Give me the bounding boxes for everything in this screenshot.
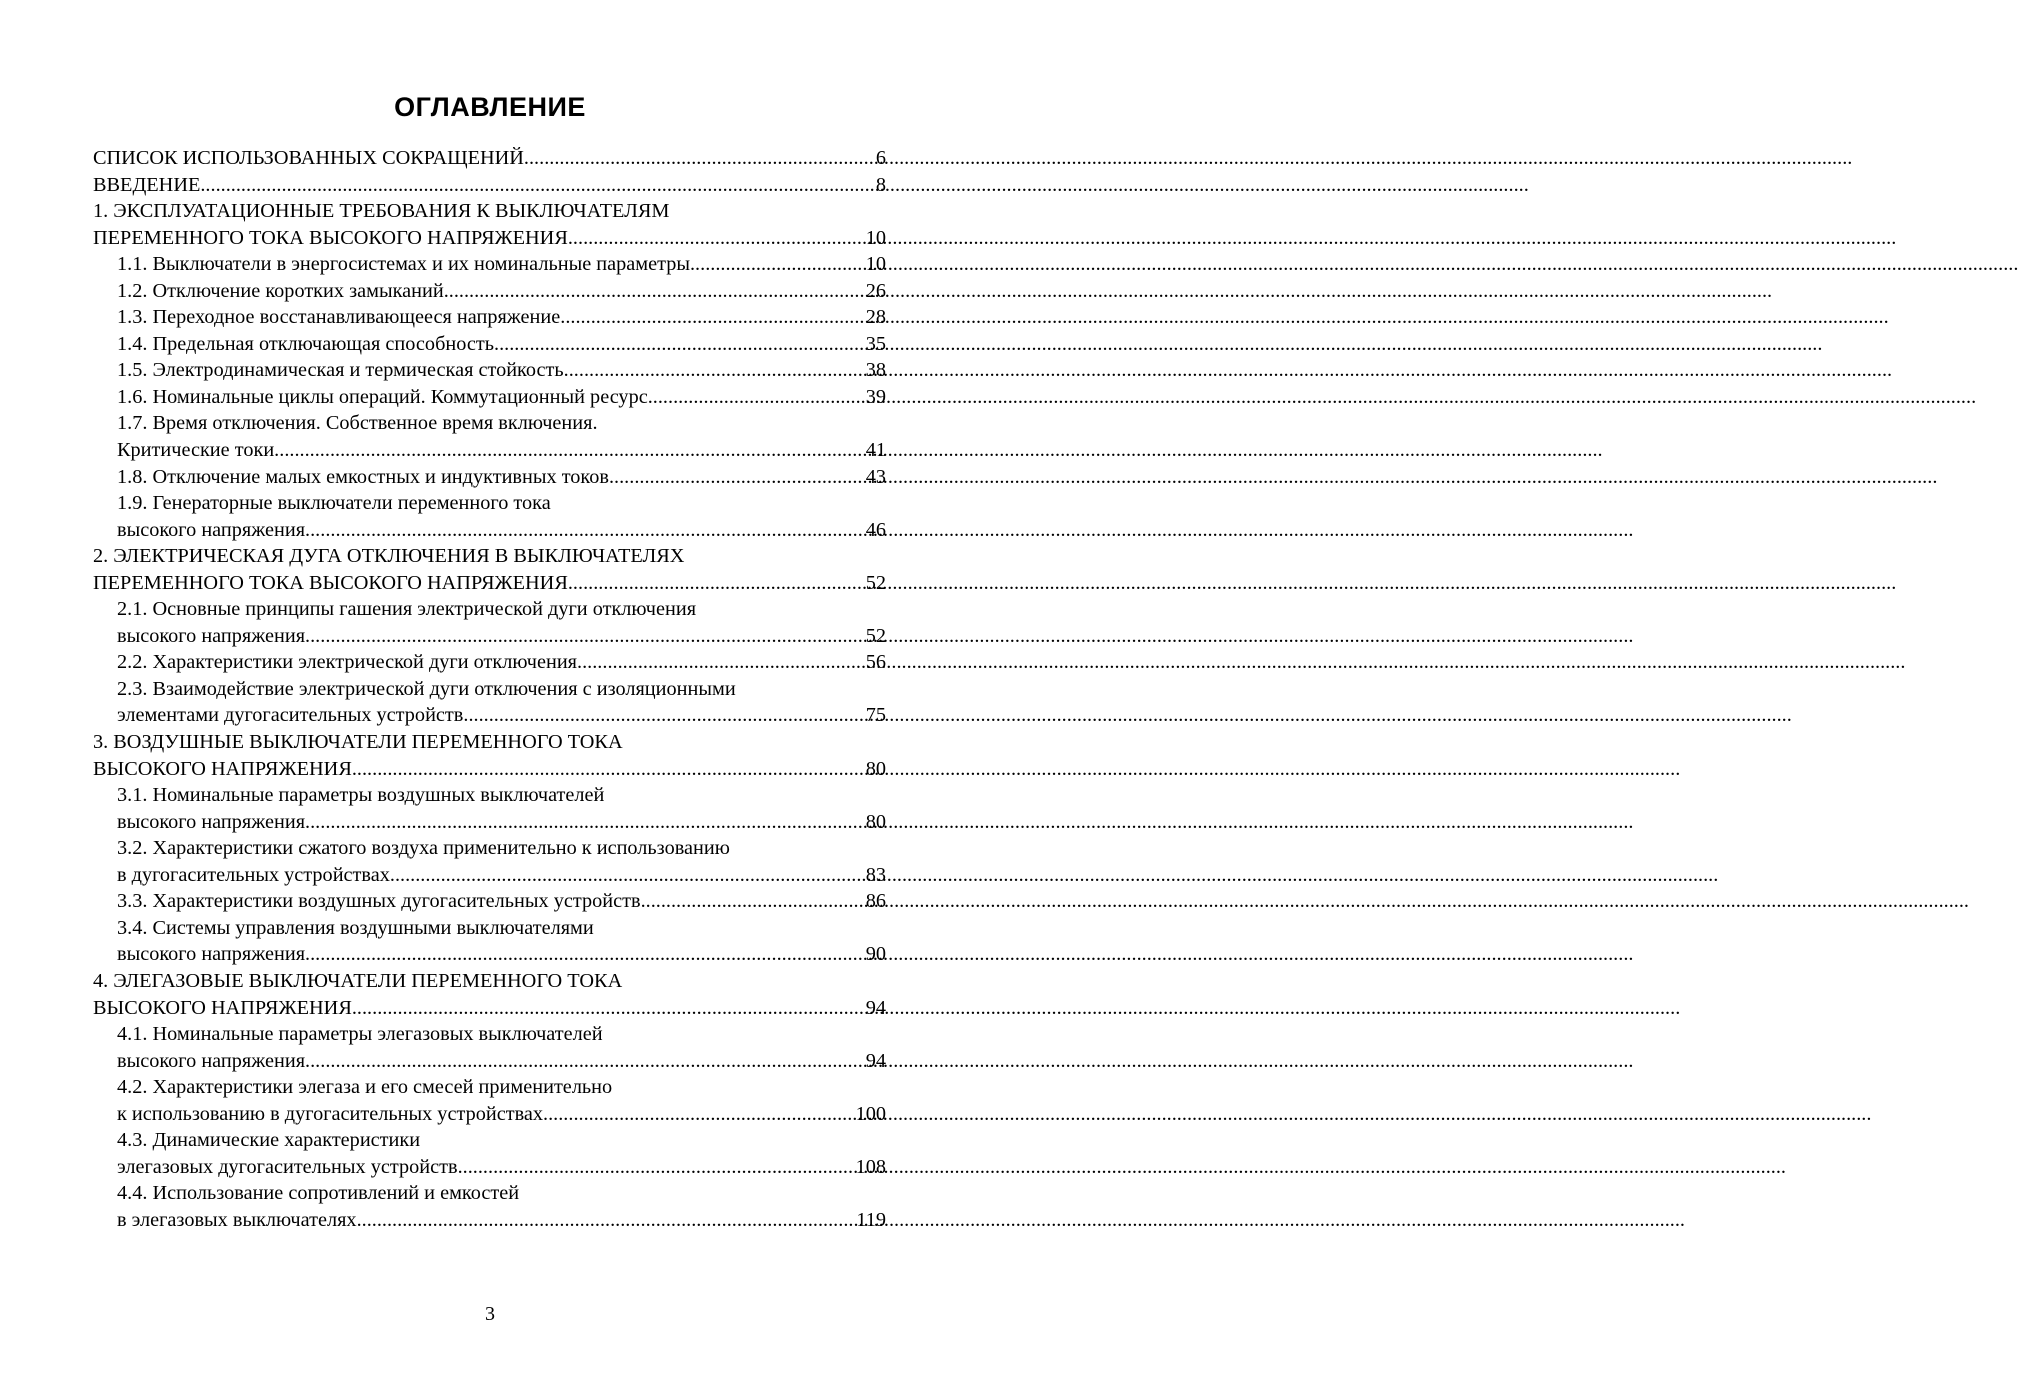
toc-subsection-entry[interactable] [93,278,886,305]
dot-leader [352,995,863,1022]
dot-leader [524,145,873,172]
toc-entry-last-line [117,304,886,331]
dot-leader [305,517,863,544]
toc-page-number: 52 [865,571,886,594]
toc-entry-text: ВЫСОКОГО НАПРЯЖЕНИЯ [93,996,352,1019]
toc-subsection-entry[interactable] [93,596,886,649]
toc-entry-last-line [117,862,886,889]
toc-entry-line: 3.4. Системы управления воздушными выключателями [117,916,594,939]
toc-page-number: 26 [865,279,886,302]
toc-entry-text: СПИСОК ИСПОЛЬЗОВАННЫХ СОКРАЩЕНИЙ [93,147,524,169]
toc-entry-last-line [117,1101,886,1128]
toc-entry-text: высокого напряжения [117,810,306,833]
toc-page-number: 75 [865,704,886,727]
toc-entry-line: 1.9. Генераторные выключатели переменного тока [117,492,551,515]
toc-entry-last-line [117,1154,886,1181]
page-title: ОГЛАВЛЕНИЕ [394,92,586,122]
toc-entry-last-line [93,225,886,252]
toc-chapter-entry[interactable] [93,172,886,199]
toc-page-number: 10 [865,253,886,276]
dot-leader [641,888,863,915]
toc-page-number: 90 [865,943,886,966]
toc-entry-text: высокого напряжения [117,1049,306,1072]
toc-page-number: 56 [865,651,886,674]
toc-subsection-entry[interactable] [93,1074,886,1127]
dot-leader [568,225,863,252]
dot-leader [568,570,863,597]
toc-page-number: 35 [865,332,886,355]
dot-leader [577,649,863,676]
toc-page-number: 119 [856,1208,886,1231]
toc-entry-last-line [117,437,886,464]
toc-entry-text: ПЕРЕМЕННОГО ТОКА ВЫСОКОГО НАПРЯЖЕНИЯ [93,226,568,249]
toc-entry-text: ПЕРЕМЕННОГО ТОКА ВЫСОКОГО НАПРЯЖЕНИЯ [93,571,568,594]
toc-subsection-entry[interactable] [93,1127,886,1180]
toc-entry-line: 2.1. Основные принципы гашения электрической дуги отключения [117,598,697,621]
toc-entry-last-line [117,1207,886,1234]
toc-subsection-entry[interactable] [93,464,886,491]
toc-chapter-entry[interactable] [93,198,886,251]
toc-entry-line: 1.7. Время отключения. Собственное время включения. [117,412,598,435]
dot-leader [274,437,863,464]
toc-entry-text: 1.1. Выключатели в энергосистемах и их номинальные параметры [117,253,690,276]
toc-page-number: 94 [865,996,886,1019]
toc-page-number: 80 [865,810,886,833]
toc-entry-last-line [117,251,886,278]
toc-page-number: 28 [865,306,886,329]
dot-leader [305,941,863,968]
toc-entry-text: 2.2. Характеристики электрической дуги отключения [117,651,578,674]
page-number: 3 [485,1303,495,1325]
toc-chapter-entry[interactable] [93,543,886,596]
toc-chapter-entry[interactable] [93,729,886,782]
toc-subsection-entry[interactable] [93,251,886,278]
toc-entry-text: 1.3. Переходное восстанавливающееся напряжение [117,306,561,329]
toc-entry-last-line [117,384,886,411]
toc-entry-line: 2. ЭЛЕКТРИЧЕСКАЯ ДУГА ОТКЛЮЧЕНИЯ В ВЫКЛЮЧАТЕЛЯХ [93,545,685,568]
toc-entry-text: 1.2. Отключение коротких замыканий [117,279,444,302]
toc-entry-line: 3.2. Характеристики сжатого воздуха применительно к использованию [117,837,730,860]
toc-subsection-entry[interactable] [93,1021,886,1074]
toc-entry-text: элегазовых дугогасительных устройств [117,1155,458,1178]
toc-entry-last-line [93,995,886,1022]
toc-entry-line: 3.1. Номинальные параметры воздушных выключателей [117,784,605,807]
toc-entry-line: 3. ВОЗДУШНЫЕ ВЫКЛЮЧАТЕЛИ ПЕРЕМЕННОГО ТОКА [93,731,623,754]
toc-subsection-entry[interactable] [93,835,886,888]
toc-entry-text: 1.6. Номинальные циклы операций. Коммутационный ресурс [117,385,648,408]
toc-subsection-entry[interactable] [93,915,886,968]
toc-entry-last-line [117,941,886,968]
dot-leader [564,357,863,384]
dot-leader [305,623,863,650]
dot-leader [305,1048,863,1075]
toc-entry-text: 1.4. Предельная отключающая способность [117,332,494,355]
dot-leader [357,1207,854,1234]
toc-entry-last-line [117,623,886,650]
toc-entry-line: 2.3. Взаимодействие электрической дуги отключения с изоляционными [117,677,736,700]
toc-entry-text: 1.5. Электродинамическая и термическая стойкость [117,359,564,382]
toc-page-number: 6 [875,147,886,169]
toc-page-number: 10 [865,226,886,249]
toc-entry-line: 4.4. Использование сопротивлений и емкостей [117,1182,520,1205]
toc-page-number: 80 [865,757,886,780]
toc-page-number: 108 [855,1155,886,1178]
toc-entry-last-line [117,464,886,491]
dot-leader [560,304,862,331]
dot-leader [609,464,863,491]
toc-subsection-entry[interactable] [93,384,886,411]
toc-entry-text: в дугогасительных устройствах [117,863,390,886]
toc-subsection-entry[interactable] [93,357,886,384]
toc-subsection-entry[interactable] [93,490,886,543]
toc-entry-text: высокого напряжения [117,518,306,541]
toc-page-number: 83 [865,863,886,886]
toc-entry-text: высокого напряжения [117,624,306,647]
toc-entry-last-line [117,331,886,358]
toc-entry-text: в элегазовых выключателях [117,1208,357,1231]
toc-entry-last-line [117,1048,886,1075]
dot-leader [390,862,863,889]
toc-entry-line: 4. ЭЛЕГАЗОВЫЕ ВЫКЛЮЧАТЕЛИ ПЕРЕМЕННОГО ТОКА [93,969,623,992]
toc-subsection-entry[interactable] [93,331,886,358]
toc-entry-text: элементами дугогасительных устройств [117,704,464,727]
toc-page-number: 100 [855,1102,886,1125]
toc-entry-text: ВЫСОКОГО НАПРЯЖЕНИЯ [93,757,352,780]
toc-subsection-entry[interactable] [93,410,886,463]
toc-subsection-entry[interactable] [93,649,886,676]
toc-entry-text: высокого напряжения [117,943,306,966]
toc-subsection-entry[interactable] [93,782,886,835]
toc-entry-text: ВВЕДЕНИЕ [93,173,201,196]
toc-subsection-entry[interactable] [93,304,886,331]
toc-entry-line: 1. ЭКСПЛУАТАЦИОННЫЕ ТРЕБОВАНИЯ К ВЫКЛЮЧАТЕЛЯМ [93,200,670,223]
dot-leader [444,278,863,305]
toc-page-number: 43 [865,465,886,488]
toc-entry-last-line [93,172,886,199]
toc-entry-text: Критические токи [117,439,275,462]
toc-entry-last-line [117,357,886,384]
toc-entry-text: 3.3. Характеристики воздушных дугогасительных устройств [117,890,641,913]
table-of-contents [93,145,886,1233]
dot-leader [458,1154,853,1181]
toc-chapter-entry[interactable] [93,145,886,172]
toc-page-number: 41 [865,439,886,462]
toc-page-number: 86 [865,890,886,913]
toc-entry-last-line [93,570,886,597]
toc-page-number: 46 [865,518,886,541]
dot-leader [305,809,863,836]
toc-page-number: 8 [875,173,886,196]
toc-entry-last-line [117,278,886,305]
dot-leader [463,702,862,729]
toc-entry-last-line [93,756,886,783]
toc-entry-last-line [117,649,886,676]
toc-page-number: 94 [865,1049,886,1072]
toc-subsection-entry[interactable] [93,1180,886,1233]
toc-entry-last-line [117,702,886,729]
dot-leader [690,251,863,278]
toc-page-number: 38 [865,359,886,382]
toc-entry-last-line [93,145,886,172]
toc-entry-line: 4.2. Характеристики элегаза и его смесей применительно [117,1076,613,1099]
dot-leader [494,331,863,358]
toc-subsection-entry[interactable] [93,676,886,729]
toc-page-number: 52 [865,624,886,647]
dot-leader [648,384,863,411]
dot-leader [543,1101,853,1128]
toc-page-number: 39 [865,385,886,408]
toc-entry-last-line [117,809,886,836]
toc-entry-text: 1.8. Отключение малых емкостных и индуктивных токов [117,465,609,488]
toc-entry-line: 4.1. Номинальные параметры элегазовых выключателей [117,1023,603,1046]
toc-chapter-entry[interactable] [93,968,886,1021]
toc-subsection-entry[interactable] [93,888,886,915]
dot-leader [200,172,873,199]
document-page [0,0,980,1386]
toc-entry-text: к использованию в дугогасительных устройствах [117,1102,544,1125]
toc-entry-line: 4.3. Динамические характеристики [117,1129,421,1152]
dot-leader [352,756,863,783]
toc-entry-last-line [117,888,886,915]
toc-entry-last-line [117,517,886,544]
